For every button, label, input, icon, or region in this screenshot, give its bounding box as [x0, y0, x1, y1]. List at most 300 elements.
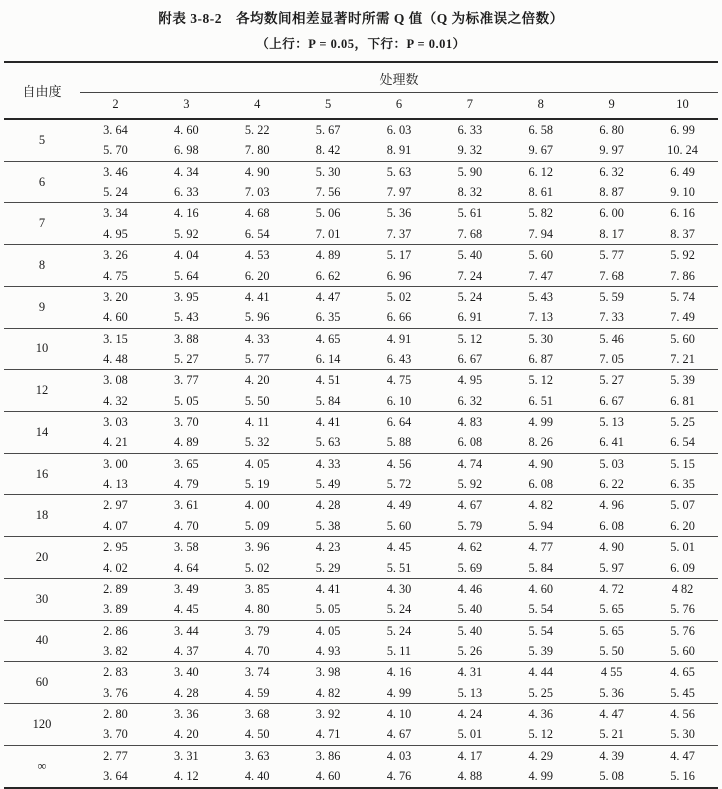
q-value-p05-cell: 4. 90: [244, 164, 270, 179]
q-value-p01-cell: 7. 94: [528, 226, 554, 241]
q-value-p05-cell: 6. 80: [599, 123, 624, 137]
q-value-p01-cell: 5. 77: [244, 351, 270, 366]
q-value-p01-cell: 3. 82: [103, 643, 128, 658]
q-value-p05-cell: 3. 44: [174, 623, 199, 638]
q-value-p05-cell: 4. 29: [528, 748, 554, 763]
q-value-p05-cell: 4. 99: [528, 415, 554, 430]
q-value-p05-cell: 5. 01: [670, 540, 695, 555]
q-value-p05-cell: 3. 65: [174, 456, 199, 471]
df-group-16: [4, 454, 718, 496]
q-value-p01-cell: 7. 13: [528, 310, 554, 325]
q-value-p01-cell: 5. 76: [670, 602, 695, 617]
q-value-p05-cell: 2. 97: [103, 498, 128, 513]
q-value-p05-cell: 3. 68: [244, 707, 270, 722]
q-value-p01-cell: 8. 37: [670, 226, 695, 241]
q-value-p01-cell: 7. 68: [599, 268, 624, 283]
q-value-p05-cell: 4. 23: [315, 540, 341, 555]
q-value-p01-cell: 6. 67: [457, 351, 483, 366]
q-value-p01-cell: 6. 51: [528, 393, 554, 408]
q-value-p05-cell: 5. 54: [528, 623, 554, 638]
q-value-p05-cell: 5. 76: [670, 623, 695, 638]
q-value-p01-cell: 4. 59: [244, 685, 270, 700]
q-value-p01-cell: 4. 13: [103, 477, 128, 492]
q-value-p01-cell: 9. 67: [528, 143, 554, 158]
q-value-p05-cell: 3. 40: [174, 665, 199, 680]
q-value-p01-cell: 6. 08: [457, 435, 483, 450]
q-value-p01-cell: 5. 30: [670, 727, 695, 742]
q-value-p05-cell: 4. 90: [599, 540, 624, 555]
q-value-p01-cell: 9. 10: [670, 185, 695, 200]
q-value-p01-cell: 4. 67: [386, 727, 412, 742]
q-value-p01-cell: 5. 84: [528, 560, 554, 575]
q-value-p01-cell: 6. 10: [386, 393, 412, 408]
df-label: 40: [35, 633, 49, 648]
q-value-p05-cell: 4. 65: [670, 665, 695, 680]
q-value-p01-cell: 4. 70: [174, 518, 199, 533]
q-value-p01-cell: 6. 20: [670, 518, 695, 533]
q-value-p05-cell: 3. 85: [244, 581, 270, 596]
q-value-p05-cell: 5. 60: [528, 248, 554, 263]
q-value-p05-cell: 4. 33: [315, 456, 341, 471]
q-value-p01-cell: 6. 62: [315, 268, 341, 283]
q-value-p01-cell: 4. 37: [174, 643, 199, 658]
q-value-p05-cell: 5. 03: [599, 456, 624, 471]
q-value-p01-cell: 4. 21: [103, 435, 128, 450]
q-value-p01-cell: 6. 33: [174, 185, 199, 200]
df-group-30: [4, 579, 718, 621]
q-value-p05-cell: 4. 74: [457, 456, 483, 471]
q-value-p01-cell: 9. 32: [457, 143, 483, 158]
q-value-p05-cell: 5. 07: [670, 498, 695, 513]
q-value-p05-cell: 4. 47: [315, 289, 341, 304]
q-value-p05-cell: 4. 03: [386, 748, 412, 763]
q-value-table: [4, 61, 718, 789]
q-value-p01-cell: 5. 24: [386, 602, 412, 617]
q-value-p01-cell: 4. 89: [174, 435, 199, 450]
q-value-p05-cell: 4. 44: [528, 665, 554, 680]
q-value-p05-cell: 6. 00: [599, 206, 624, 221]
q-value-p05-cell: 5. 63: [386, 164, 412, 179]
q-value-p05-cell: 3. 36: [174, 707, 199, 722]
q-value-p05-cell: 5. 39: [670, 373, 695, 388]
q-value-p05-cell: 4. 28: [315, 498, 341, 513]
df-group-9: [4, 287, 718, 329]
q-value-p05-cell: 5. 25: [670, 415, 695, 430]
q-value-p05-cell: 6. 58: [528, 123, 554, 137]
q-value-p01-cell: 5. 16: [670, 769, 695, 784]
q-value-p05-cell: 3. 00: [103, 456, 128, 471]
q-value-p01-cell: 5. 50: [244, 393, 270, 408]
q-value-p01-cell: 6. 66: [386, 310, 412, 325]
q-value-p01-cell: 5. 40: [457, 602, 483, 617]
q-value-p05-cell: 4. 96: [599, 498, 624, 513]
df-group-7: [4, 203, 718, 245]
df-label: 6: [38, 174, 46, 189]
q-value-p05-cell: 4. 41: [315, 415, 341, 430]
q-value-p05-cell: 4. 04: [174, 248, 199, 263]
q-value-p01-cell: 6. 08: [599, 518, 624, 533]
q-value-p05-cell: 5. 12: [528, 373, 554, 388]
q-value-p05-cell: 5. 40: [457, 623, 483, 638]
q-value-p05-cell: 4. 05: [315, 623, 341, 638]
q-value-p05-cell: 4. 53: [244, 248, 270, 263]
q-value-p01-cell: 4. 82: [315, 685, 341, 700]
df-group-20: [4, 537, 718, 579]
q-value-p05-cell: 4. 89: [315, 248, 341, 263]
q-value-p01-cell: 4. 60: [103, 310, 128, 325]
q-value-p01-cell: 5. 88: [386, 435, 412, 450]
q-value-p05-cell: 3. 64: [103, 123, 128, 137]
q-value-p05-cell: 4 55: [600, 665, 623, 680]
q-value-p05-cell: 3. 58: [174, 540, 199, 555]
q-value-p05-cell: 5. 59: [599, 289, 624, 304]
q-value-p05-cell: 5. 67: [315, 123, 341, 137]
q-value-p05-cell: 4. 56: [386, 456, 412, 471]
q-value-p01-cell: 5. 49: [315, 477, 341, 492]
q-value-p05-cell: 3. 03: [103, 415, 128, 430]
q-value-p01-cell: 4. 12: [174, 769, 199, 784]
q-value-p05-cell: 4. 75: [386, 373, 412, 388]
q-value-p05-cell: 5. 82: [528, 206, 554, 221]
q-value-p01-cell: 4. 28: [174, 685, 199, 700]
q-value-p05-cell: 4. 11: [245, 415, 270, 430]
q-value-p05-cell: 4. 41: [315, 581, 341, 596]
df-group-18: [4, 495, 718, 537]
df-label: 10: [35, 341, 49, 356]
q-value-p05-cell: 5. 46: [599, 331, 624, 346]
q-value-p05-cell: 2. 95: [103, 540, 128, 555]
q-value-p05-cell: 6. 12: [528, 164, 554, 179]
q-value-p01-cell: 5. 38: [315, 518, 341, 533]
q-value-p05-cell: 4. 65: [315, 331, 341, 346]
q-value-p05-cell: 5. 36: [386, 206, 412, 221]
q-value-p05-cell: 4. 20: [244, 373, 270, 388]
q-value-p01-cell: 5. 50: [599, 643, 624, 658]
q-value-p01-cell: 9. 97: [599, 143, 624, 158]
q-value-p05-cell: 4. 68: [244, 206, 270, 221]
q-value-p01-cell: 4. 60: [315, 769, 341, 784]
q-value-p01-cell: 5. 29: [315, 560, 341, 575]
df-group-14: [4, 412, 718, 454]
q-value-p01-cell: 8. 32: [457, 185, 483, 200]
q-value-p05-cell: 3. 98: [315, 665, 341, 680]
q-value-p05-cell: 5. 74: [670, 289, 695, 304]
q-value-p01-cell: 8. 61: [528, 185, 554, 200]
q-value-p01-cell: 5. 96: [244, 310, 270, 325]
q-value-p05-cell: 4. 51: [315, 373, 341, 388]
q-value-p01-cell: 6. 54: [670, 435, 695, 450]
q-value-p01-cell: 6. 54: [244, 226, 270, 241]
q-value-p05-cell: 3. 15: [103, 331, 128, 346]
q-value-p05-cell: 5. 24: [386, 623, 412, 638]
q-value-p05-cell: 3. 79: [244, 623, 270, 638]
q-value-p01-cell: 6. 32: [457, 393, 483, 408]
q-value-p01-cell: 7. 97: [386, 185, 412, 200]
q-value-p01-cell: 5. 11: [386, 643, 412, 658]
q-value-p01-cell: 7. 68: [457, 226, 483, 241]
q-value-p05-cell: 5. 65: [599, 623, 624, 638]
q-value-p01-cell: 6. 96: [386, 268, 412, 283]
q-value-p01-cell: 4. 64: [174, 560, 199, 575]
df-group-6: [4, 162, 718, 204]
q-value-p05-cell: 3. 70: [174, 415, 199, 430]
q-value-p05-cell: 6. 99: [670, 123, 695, 137]
q-value-p05-cell: 4. 30: [386, 581, 412, 596]
q-value-p05-cell: 3. 96: [244, 540, 270, 555]
q-value-p01-cell: 7. 56: [315, 185, 341, 200]
q-value-p05-cell: 4. 05: [244, 456, 270, 471]
q-value-p05-cell: 4. 60: [174, 123, 199, 137]
df-label: 30: [35, 591, 49, 606]
q-value-p01-cell: 4. 07: [103, 518, 128, 533]
q-value-p05-cell: 5. 06: [315, 206, 341, 221]
q-value-p01-cell: 4. 02: [103, 560, 128, 575]
q-value-p05-cell: 2. 86: [103, 623, 128, 638]
df-label: 7: [38, 216, 46, 231]
q-value-p01-cell: 6. 22: [599, 477, 624, 492]
q-value-p01-cell: 5. 13: [457, 685, 483, 700]
q-value-p05-cell: 4 82: [671, 581, 694, 596]
q-value-p05-cell: 5. 60: [670, 331, 695, 346]
q-value-p01-cell: 5. 24: [103, 185, 128, 200]
q-value-p01-cell: 7. 47: [528, 268, 554, 283]
df-label: 20: [35, 550, 49, 565]
q-value-p01-cell: 5. 32: [244, 435, 270, 450]
q-value-p01-cell: 8. 42: [315, 143, 341, 158]
q-value-p05-cell: 4. 36: [528, 707, 554, 722]
q-value-p05-cell: 5. 27: [599, 373, 624, 388]
row-header-degrees-of-freedom: 自由度: [22, 84, 62, 99]
q-value-p01-cell: 5. 63: [315, 435, 341, 450]
table-body: [4, 120, 718, 787]
q-value-p01-cell: 5. 09: [244, 518, 270, 533]
q-value-p05-cell: 3. 34: [103, 206, 128, 221]
q-value-p01-cell: 3. 64: [103, 769, 128, 784]
q-value-p01-cell: 5. 26: [457, 643, 483, 658]
q-value-p01-cell: 4. 48: [103, 351, 128, 366]
q-value-p01-cell: 6. 35: [315, 310, 341, 325]
q-value-p01-cell: 5. 70: [103, 143, 128, 158]
column-header-7: 7: [466, 97, 473, 111]
q-value-p01-cell: 5. 79: [457, 518, 483, 533]
q-value-p05-cell: 4. 46: [457, 581, 483, 596]
q-value-p01-cell: 7. 24: [457, 268, 483, 283]
q-value-p05-cell: 2. 89: [103, 581, 128, 596]
q-value-p01-cell: 6. 09: [670, 560, 695, 575]
q-value-p01-cell: 5. 60: [670, 643, 695, 658]
q-value-p01-cell: 7. 03: [244, 185, 270, 200]
table-header: [4, 63, 718, 120]
df-group-60: [4, 662, 718, 704]
q-value-p01-cell: 6. 08: [528, 477, 554, 492]
q-value-p05-cell: 4. 16: [174, 206, 199, 221]
q-value-p05-cell: 5. 61: [457, 206, 483, 221]
column-header-8: 8: [537, 97, 544, 111]
q-value-p01-cell: 6. 81: [670, 393, 695, 408]
q-value-p05-cell: 4. 16: [386, 665, 412, 680]
df-label: 12: [35, 383, 49, 398]
q-value-p01-cell: 5. 08: [599, 769, 624, 784]
q-value-p05-cell: 4. 39: [599, 748, 624, 763]
q-value-p05-cell: 4. 90: [528, 456, 554, 471]
df-group-inf: [4, 746, 718, 787]
q-value-p05-cell: 3. 95: [174, 289, 199, 304]
q-value-p05-cell: 5. 15: [670, 456, 695, 471]
q-value-p05-cell: 4. 33: [244, 331, 270, 346]
q-value-p05-cell: 5. 24: [457, 289, 483, 304]
q-value-p01-cell: 5. 43: [174, 310, 199, 325]
q-value-p05-cell: 4. 10: [386, 707, 412, 722]
q-value-p05-cell: 4. 17: [457, 748, 483, 763]
q-value-p05-cell: 4. 83: [457, 415, 483, 430]
q-value-p05-cell: 4. 47: [599, 707, 624, 722]
q-value-p05-cell: 4. 34: [174, 164, 199, 179]
q-value-p01-cell: 7. 05: [599, 351, 624, 366]
df-label: 16: [35, 466, 49, 481]
q-value-p05-cell: 3. 49: [174, 581, 199, 596]
df-label: 5: [38, 132, 46, 147]
q-value-p01-cell: 4. 71: [315, 727, 341, 742]
q-value-p05-cell: 6. 16: [670, 206, 695, 221]
q-value-p05-cell: 5. 90: [457, 164, 483, 179]
q-value-p05-cell: 4. 91: [386, 331, 412, 346]
column-header-3: 3: [183, 97, 190, 111]
q-value-p01-cell: 8. 17: [599, 226, 624, 241]
q-value-p05-cell: 4. 60: [528, 581, 554, 596]
q-value-p01-cell: 7. 01: [315, 226, 341, 241]
q-value-p05-cell: 2. 83: [103, 665, 128, 680]
column-header-9: 9: [608, 97, 615, 111]
q-value-p05-cell: 6. 03: [386, 123, 412, 137]
q-value-p01-cell: 4. 93: [315, 643, 341, 658]
q-value-p01-cell: 4. 20: [174, 727, 199, 742]
q-value-p05-cell: 4. 00: [244, 498, 270, 513]
q-value-p01-cell: 7. 37: [386, 226, 412, 241]
q-value-p05-cell: 3. 20: [103, 289, 128, 304]
q-value-p01-cell: 5. 25: [528, 685, 554, 700]
q-value-p01-cell: 4. 40: [244, 769, 270, 784]
q-value-p01-cell: 6. 41: [599, 435, 624, 450]
q-value-p05-cell: 4. 62: [457, 540, 483, 555]
q-value-p05-cell: 4. 31: [457, 665, 483, 680]
q-value-p05-cell: 5. 40: [457, 248, 483, 263]
q-value-p01-cell: 5. 02: [244, 560, 270, 575]
q-value-p01-cell: 4. 50: [244, 727, 270, 742]
q-value-p01-cell: 4. 99: [528, 769, 554, 784]
q-value-p01-cell: 6. 87: [528, 351, 554, 366]
column-group-header-treatments: 处理数: [80, 63, 718, 93]
df-label: ∞: [37, 758, 47, 773]
df-label: 18: [35, 508, 49, 523]
q-value-p05-cell: 4. 41: [244, 289, 270, 304]
q-value-p01-cell: 4. 99: [386, 685, 412, 700]
q-value-p05-cell: 3. 46: [103, 164, 128, 179]
q-value-p05-cell: 5. 92: [670, 248, 695, 263]
q-value-p01-cell: 4. 76: [386, 769, 412, 784]
q-value-p05-cell: 6. 49: [670, 164, 695, 179]
q-value-p05-cell: 4. 49: [386, 498, 412, 513]
q-value-p01-cell: 5. 05: [174, 393, 199, 408]
q-value-p01-cell: 5. 65: [599, 602, 624, 617]
q-value-p01-cell: 10. 24: [667, 143, 698, 158]
q-value-p05-cell: 5. 77: [599, 248, 624, 263]
q-value-p05-cell: 4. 95: [457, 373, 483, 388]
q-value-p01-cell: 6. 20: [244, 268, 270, 283]
df-group-12: [4, 370, 718, 412]
q-value-p01-cell: 5. 92: [457, 477, 483, 492]
q-value-p01-cell: 4. 70: [244, 643, 270, 658]
q-value-p05-cell: 4. 72: [599, 581, 624, 596]
q-value-p05-cell: 3. 92: [315, 707, 341, 722]
q-value-p01-cell: 4. 75: [103, 268, 128, 283]
q-value-p01-cell: 4. 88: [457, 769, 483, 784]
q-value-p01-cell: 6. 98: [174, 143, 199, 158]
q-value-p05-cell: 3. 31: [174, 748, 199, 763]
q-value-p05-cell: 3. 86: [315, 748, 341, 763]
q-value-p01-cell: 5. 92: [174, 226, 199, 241]
q-value-p01-cell: 8. 87: [599, 185, 624, 200]
q-value-p01-cell: 3. 76: [103, 685, 128, 700]
q-value-p05-cell: 3. 77: [174, 373, 199, 388]
df-group-120: [4, 704, 718, 746]
q-value-p05-cell: 5. 22: [244, 123, 270, 137]
df-group-10: [4, 329, 718, 371]
q-value-p01-cell: 7. 49: [670, 310, 695, 325]
column-header-5: 5: [324, 97, 332, 111]
q-value-p01-cell: 5. 69: [457, 560, 483, 575]
q-value-p01-cell: 8. 26: [528, 435, 554, 450]
q-value-p05-cell: 5. 17: [386, 248, 412, 263]
q-value-p01-cell: 5. 36: [599, 685, 624, 700]
q-value-p01-cell: 6. 35: [670, 477, 695, 492]
q-value-p01-cell: 4. 45: [174, 602, 199, 617]
q-value-p05-cell: 4. 82: [528, 498, 554, 513]
q-value-p01-cell: 7. 86: [670, 268, 695, 283]
q-value-p01-cell: 3. 89: [103, 602, 128, 617]
q-value-p01-cell: 5. 51: [386, 560, 412, 575]
q-value-p01-cell: 5. 19: [244, 477, 270, 492]
df-label: 60: [35, 675, 49, 690]
q-value-p01-cell: 5. 21: [599, 727, 624, 742]
q-value-p05-cell: 3. 74: [244, 665, 270, 680]
q-value-p01-cell: 4. 95: [103, 226, 128, 241]
q-value-p05-cell: 5. 30: [315, 164, 341, 179]
q-value-p05-cell: 5. 02: [386, 289, 412, 304]
q-value-p01-cell: 5. 12: [528, 727, 554, 742]
q-value-p05-cell: 5. 12: [457, 331, 483, 346]
q-value-p01-cell: 5. 01: [457, 727, 483, 742]
column-header-2: 2: [112, 97, 119, 111]
q-value-p01-cell: 5. 97: [599, 560, 624, 575]
table-subtitle: （上行：P = 0.05，下行：P = 0.01）: [256, 37, 466, 51]
q-value-p01-cell: 4. 79: [174, 477, 199, 492]
df-label: 14: [35, 424, 49, 439]
q-value-p05-cell: 5. 43: [528, 289, 554, 304]
q-value-p01-cell: 5. 54: [528, 602, 554, 617]
q-value-p01-cell: 5. 39: [528, 643, 554, 658]
q-value-p01-cell: 3. 70: [103, 727, 128, 742]
q-value-p01-cell: 5. 64: [174, 268, 199, 283]
q-value-p05-cell: 6. 33: [457, 123, 483, 137]
q-value-p01-cell: 7. 21: [670, 351, 695, 366]
q-value-p01-cell: 6. 67: [599, 393, 624, 408]
df-label: 9: [38, 299, 46, 314]
df-label: 8: [38, 258, 46, 273]
df-label: 120: [32, 716, 52, 731]
q-value-p01-cell: 5. 05: [315, 602, 341, 617]
q-value-p05-cell: 3. 61: [174, 498, 199, 513]
q-value-p01-cell: 5. 60: [386, 518, 412, 533]
